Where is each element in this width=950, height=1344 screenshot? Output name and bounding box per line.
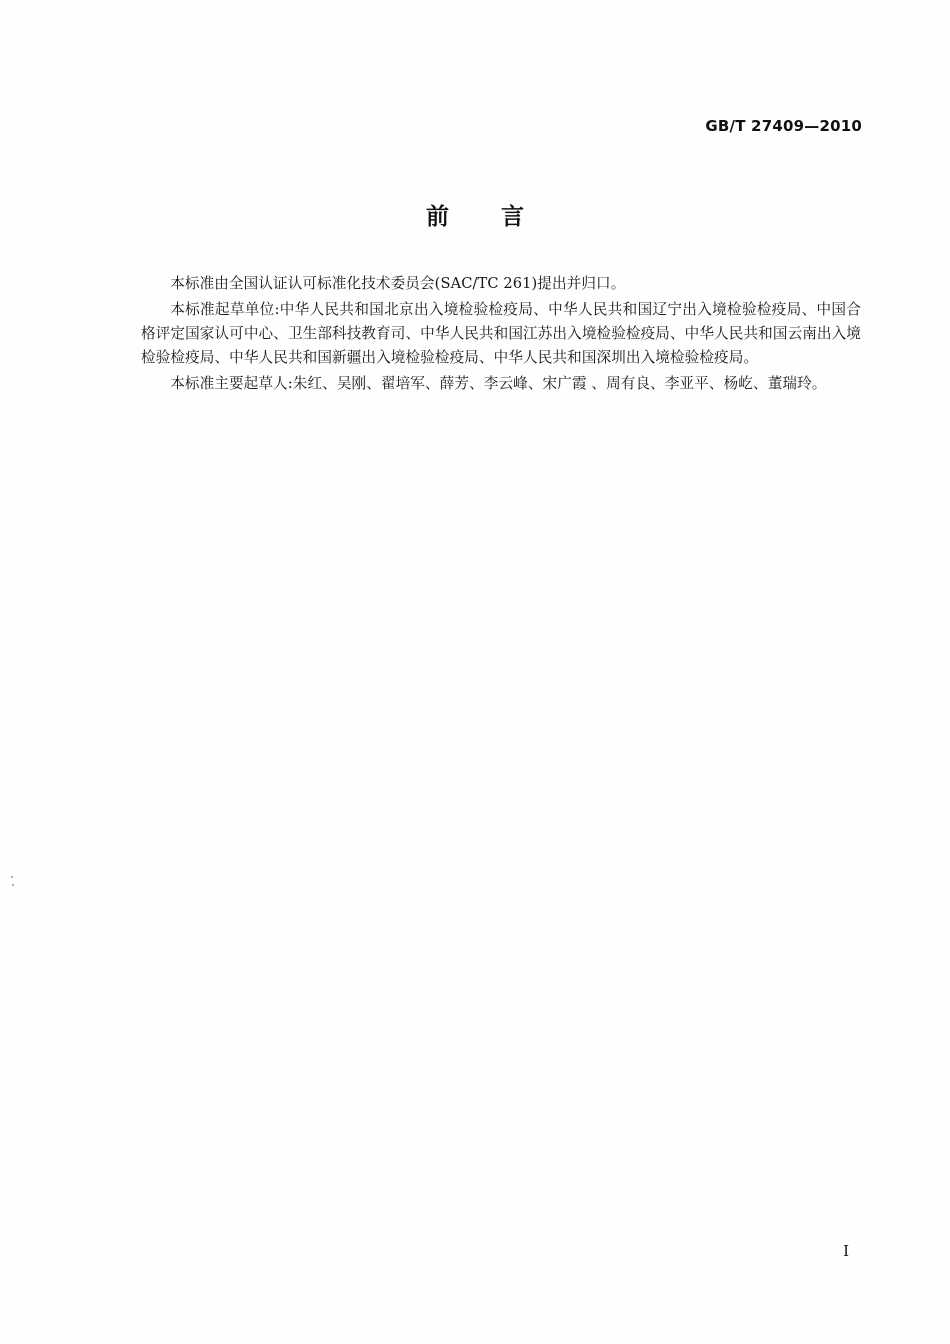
page-number: I bbox=[843, 1242, 849, 1260]
title-char-2: 言 bbox=[501, 204, 524, 230]
scan-speck bbox=[12, 884, 14, 886]
standard-number: GB/T 27409—2010 bbox=[705, 117, 862, 135]
paragraph-drafting-units: 本标准起草单位:中华人民共和国北京出入境检验检疫局、中华人民共和国辽宁出入境检验检疫局、中国合格评定国家认可中心、卫生部科技教育司、中华人民共和国江苏出入境检验检疫局、中华人民共和国云南出入境检验检疫局、中华人民共和国新疆出入境检验检疫局、中华人民共和国深圳出入境检验检疫局。 bbox=[141, 301, 861, 366]
paragraph-committee: 本标准由全国认证认可标准化技术委员会(SAC/TC 261)提出并归口。 bbox=[170, 275, 626, 292]
page-title bbox=[0, 198, 950, 231]
title-char-1: 前 bbox=[426, 204, 449, 230]
paragraph-drafters: 本标准主要起草人:朱红、吴刚、翟培军、薛芳、李云峰、宋广霞 、周有良、李亚平、杨屹、董瑞玲。 bbox=[170, 375, 827, 392]
foreword-body bbox=[141, 272, 861, 398]
scan-speck bbox=[11, 876, 13, 878]
